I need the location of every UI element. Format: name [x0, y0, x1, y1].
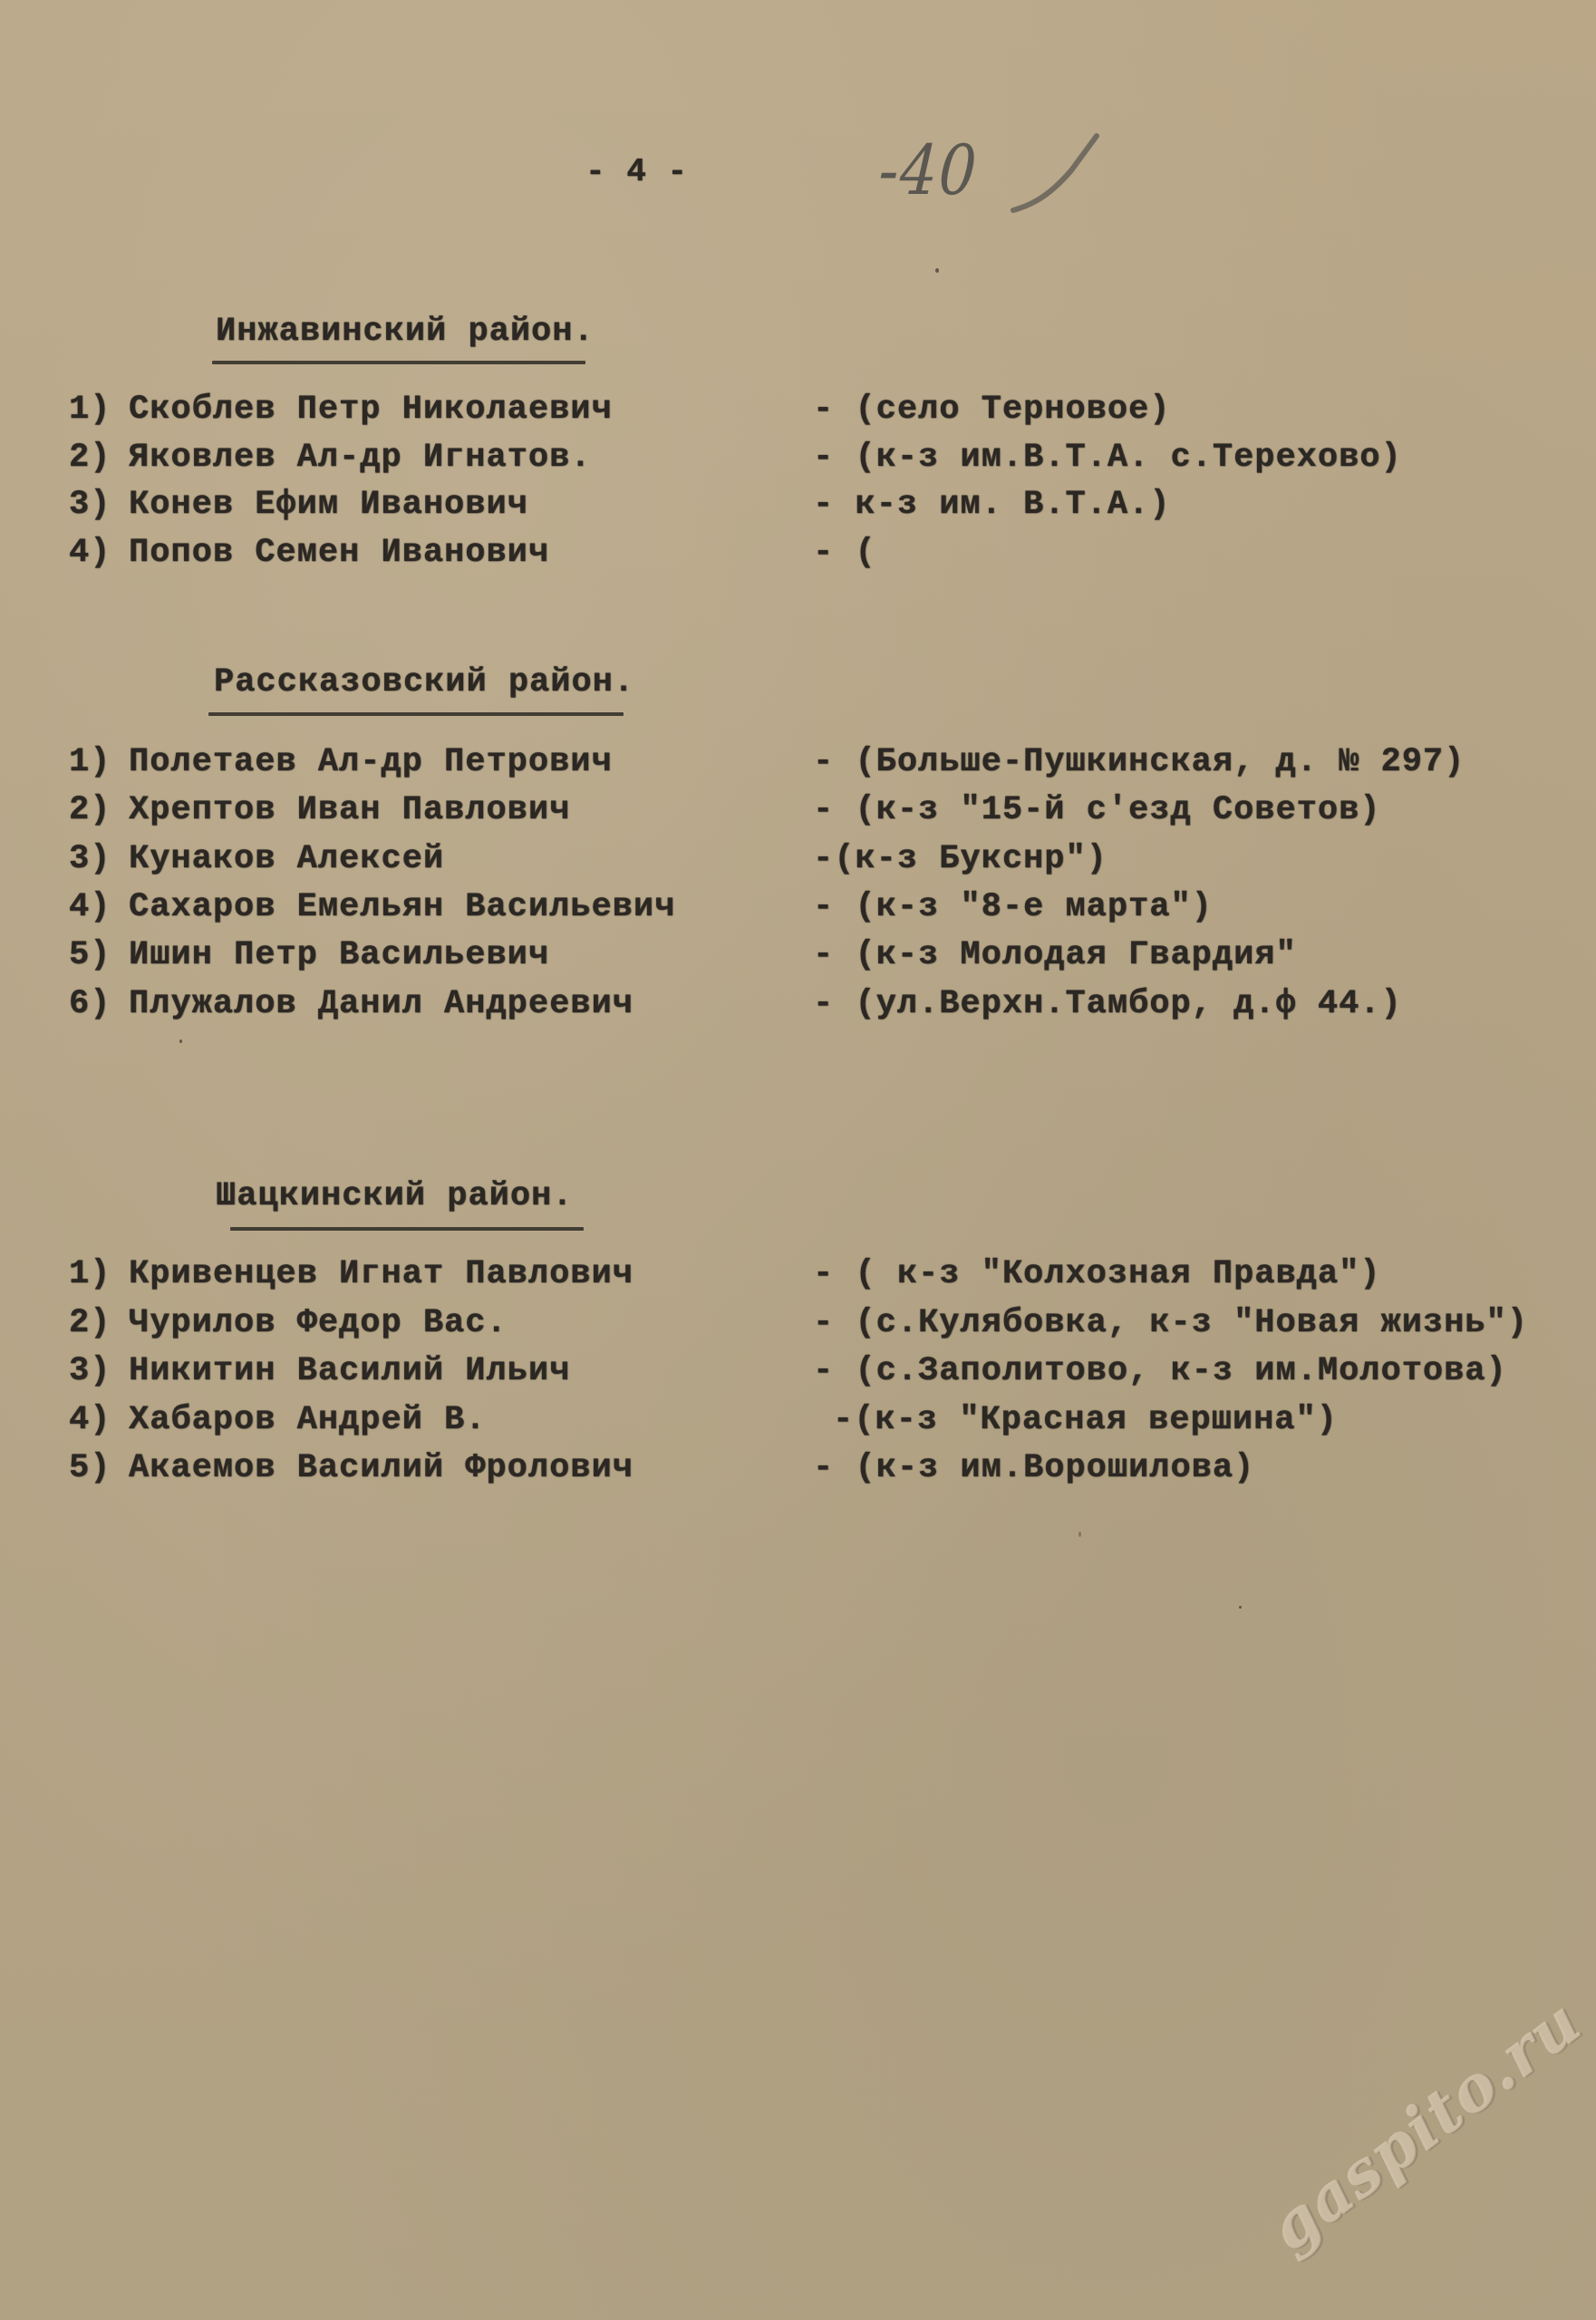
place-address: - (с.Кулябовка, к-з "Новая жизнь")	[813, 1303, 1528, 1342]
list-item	[0, 1303, 1596, 1347]
list-item	[0, 984, 1596, 1028]
place-address: - (к-з Молодая Гвардия"	[813, 936, 1297, 975]
place-address: -(к-з "Красная вершина")	[833, 1400, 1338, 1439]
district-heading: Инжавинский район.	[216, 313, 595, 351]
list-item	[0, 488, 1596, 528]
place-address: - (к-з им.Ворошилова)	[813, 1449, 1255, 1487]
entry-number: 5)	[69, 936, 111, 975]
list-item	[0, 743, 1596, 786]
person-name: Плужалов Данил Андреевич	[129, 984, 634, 1023]
list-item	[0, 1449, 1596, 1492]
paper-speck	[1079, 1532, 1081, 1537]
place-address: -(к-з Букснр")	[813, 839, 1108, 878]
person-name: Кривенцев Игнат Павлович	[129, 1255, 634, 1293]
entry-number: 3)	[69, 1352, 111, 1390]
place-address: - (ул.Верхн.Тамбор, д.ф 44.)	[813, 984, 1402, 1023]
entry-number: 4)	[69, 887, 111, 926]
place-address: - (к-з "15-й с'езд Советов)	[813, 791, 1381, 830]
paper-speck	[1239, 1606, 1242, 1609]
list-item	[0, 533, 1596, 576]
paper-speck	[935, 268, 939, 273]
list-item	[0, 438, 1596, 481]
entry-number: 6)	[69, 984, 111, 1023]
person-name: Яковлев Ал-др Игнатов.	[129, 438, 592, 477]
entry-number: 2)	[69, 1303, 111, 1342]
heading-underline	[212, 361, 585, 364]
person-name: Сахаров Емельян Васильевич	[129, 887, 676, 926]
watermark: gaspito.ru	[1256, 1985, 1596, 2266]
entry-number: 1)	[69, 743, 111, 781]
page-number: - 4 -	[585, 153, 689, 190]
entry-number: 1)	[69, 1255, 111, 1293]
place-address: - ( к-з "Колхозная Правда")	[813, 1255, 1381, 1293]
heading-underline	[230, 1227, 584, 1231]
place-address: - (к-з им.В.Т.А. с.Терехово)	[813, 438, 1402, 477]
entry-number: 5)	[69, 1449, 111, 1487]
list-item	[0, 791, 1596, 834]
person-name: Хрептов Иван Павлович	[129, 791, 571, 830]
person-name: Конев Ефим Иванович	[129, 486, 528, 524]
person-name: Попов Семен Иванович	[129, 533, 550, 572]
entry-number: 3)	[69, 486, 111, 524]
place-address: - (с.Заполитово, к-з им.Молотова)	[813, 1352, 1507, 1390]
entry-number: 2)	[69, 791, 111, 830]
person-name: Чурилов Федор Вас.	[129, 1303, 508, 1342]
paper-speck	[179, 1039, 182, 1043]
person-name: Ишин Петр Васильевич	[129, 936, 550, 975]
list-item	[0, 1400, 1596, 1444]
district-heading: Рассказовский район.	[214, 663, 635, 701]
entry-number: 4)	[69, 533, 111, 572]
list-item	[0, 1255, 1596, 1298]
place-address: - (село Терновое)	[813, 391, 1171, 429]
list-item	[0, 936, 1596, 979]
list-item	[0, 887, 1596, 931]
person-name: Скоблев Петр Николаевич	[129, 391, 613, 429]
person-name: Кунаков Алексей	[129, 839, 445, 878]
place-address: - (	[813, 533, 876, 572]
entry-number: 4)	[69, 1400, 111, 1439]
handwritten-folio-number: -40	[876, 130, 981, 210]
person-name: Никитин Василий Ильич	[129, 1352, 571, 1390]
list-item	[0, 1352, 1596, 1395]
entry-number: 1)	[69, 391, 111, 429]
place-address: - (Больше-Пушкинская, д. № 297)	[813, 743, 1465, 781]
person-name: Акаемов Василий Фролович	[129, 1449, 634, 1487]
entry-number: 2)	[69, 438, 111, 477]
entry-number: 3)	[69, 839, 111, 878]
pencil-check-mark-icon	[1006, 127, 1142, 227]
list-item	[0, 839, 1596, 883]
heading-underline	[208, 712, 624, 716]
place-address: - (к-з "8-е марта")	[813, 887, 1213, 926]
list-item	[0, 393, 1596, 433]
place-address: - к-з им. В.Т.А.)	[813, 486, 1171, 524]
person-name: Полетаев Ал-др Петрович	[129, 743, 613, 781]
district-heading: Шацкинский район.	[216, 1177, 574, 1215]
person-name: Хабаров Андрей В.	[129, 1400, 487, 1439]
